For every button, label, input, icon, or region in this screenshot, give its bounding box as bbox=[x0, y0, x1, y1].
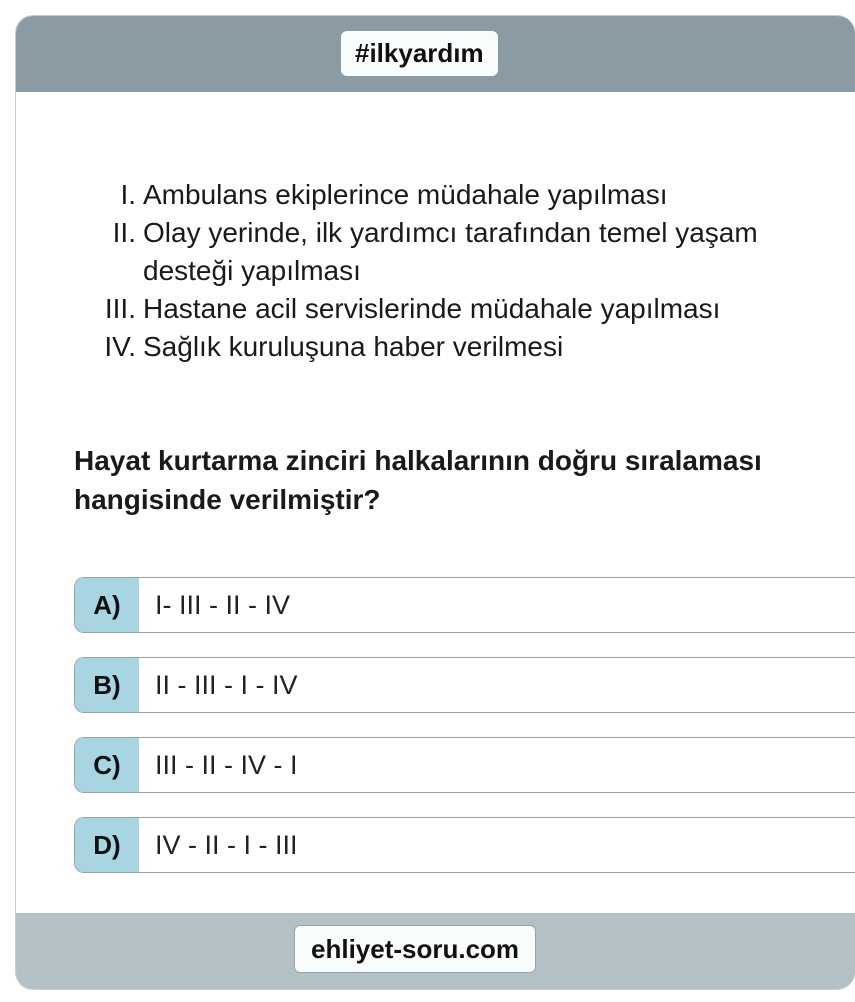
question-card bbox=[15, 15, 855, 990]
option-letter: A) bbox=[75, 578, 139, 632]
option-letter: B) bbox=[75, 658, 139, 712]
option-text: II - III - I - IV bbox=[155, 669, 298, 700]
option-letter: C) bbox=[75, 738, 139, 792]
statement-item bbox=[76, 328, 855, 366]
answer-option-b[interactable] bbox=[74, 657, 855, 713]
option-text: I- III - II - IV bbox=[155, 589, 290, 620]
answer-option-d[interactable] bbox=[74, 817, 855, 873]
statement-number: I. bbox=[120, 179, 136, 210]
statement-text: Olay yerinde, ilk yardımcı tarafından temel yaşam desteği yapılması bbox=[143, 217, 758, 286]
statement-text: Sağlık kuruluşuna haber verilmesi bbox=[143, 331, 564, 362]
site-link[interactable]: ehliyet-soru.com bbox=[294, 925, 536, 973]
card-footer bbox=[16, 913, 855, 989]
statement-text: Ambulans ekiplerince müdahale yapılması bbox=[143, 179, 668, 210]
statement-number: II. bbox=[112, 217, 136, 248]
statement-list bbox=[76, 176, 855, 366]
statement-item bbox=[76, 214, 855, 290]
option-letter: D) bbox=[75, 818, 139, 872]
card-header bbox=[16, 16, 855, 92]
statement-number: IV. bbox=[104, 331, 136, 362]
option-text: III - II - IV - I bbox=[155, 749, 298, 780]
question-text: Hayat kurtarma zinciri halkalarının doğru sıralaması hangisinde verilmiştir? bbox=[74, 445, 762, 515]
answer-option-c[interactable] bbox=[74, 737, 855, 793]
statement-item bbox=[76, 290, 855, 328]
answer-option-a[interactable] bbox=[74, 577, 855, 633]
statement-text: Hastane acil servislerinde müdahale yapılması bbox=[143, 293, 721, 324]
option-text: IV - II - I - III bbox=[155, 829, 298, 860]
statement-number: III. bbox=[104, 293, 136, 324]
hashtag-label: #ilkyardım bbox=[341, 31, 498, 76]
statement-item bbox=[76, 176, 855, 214]
